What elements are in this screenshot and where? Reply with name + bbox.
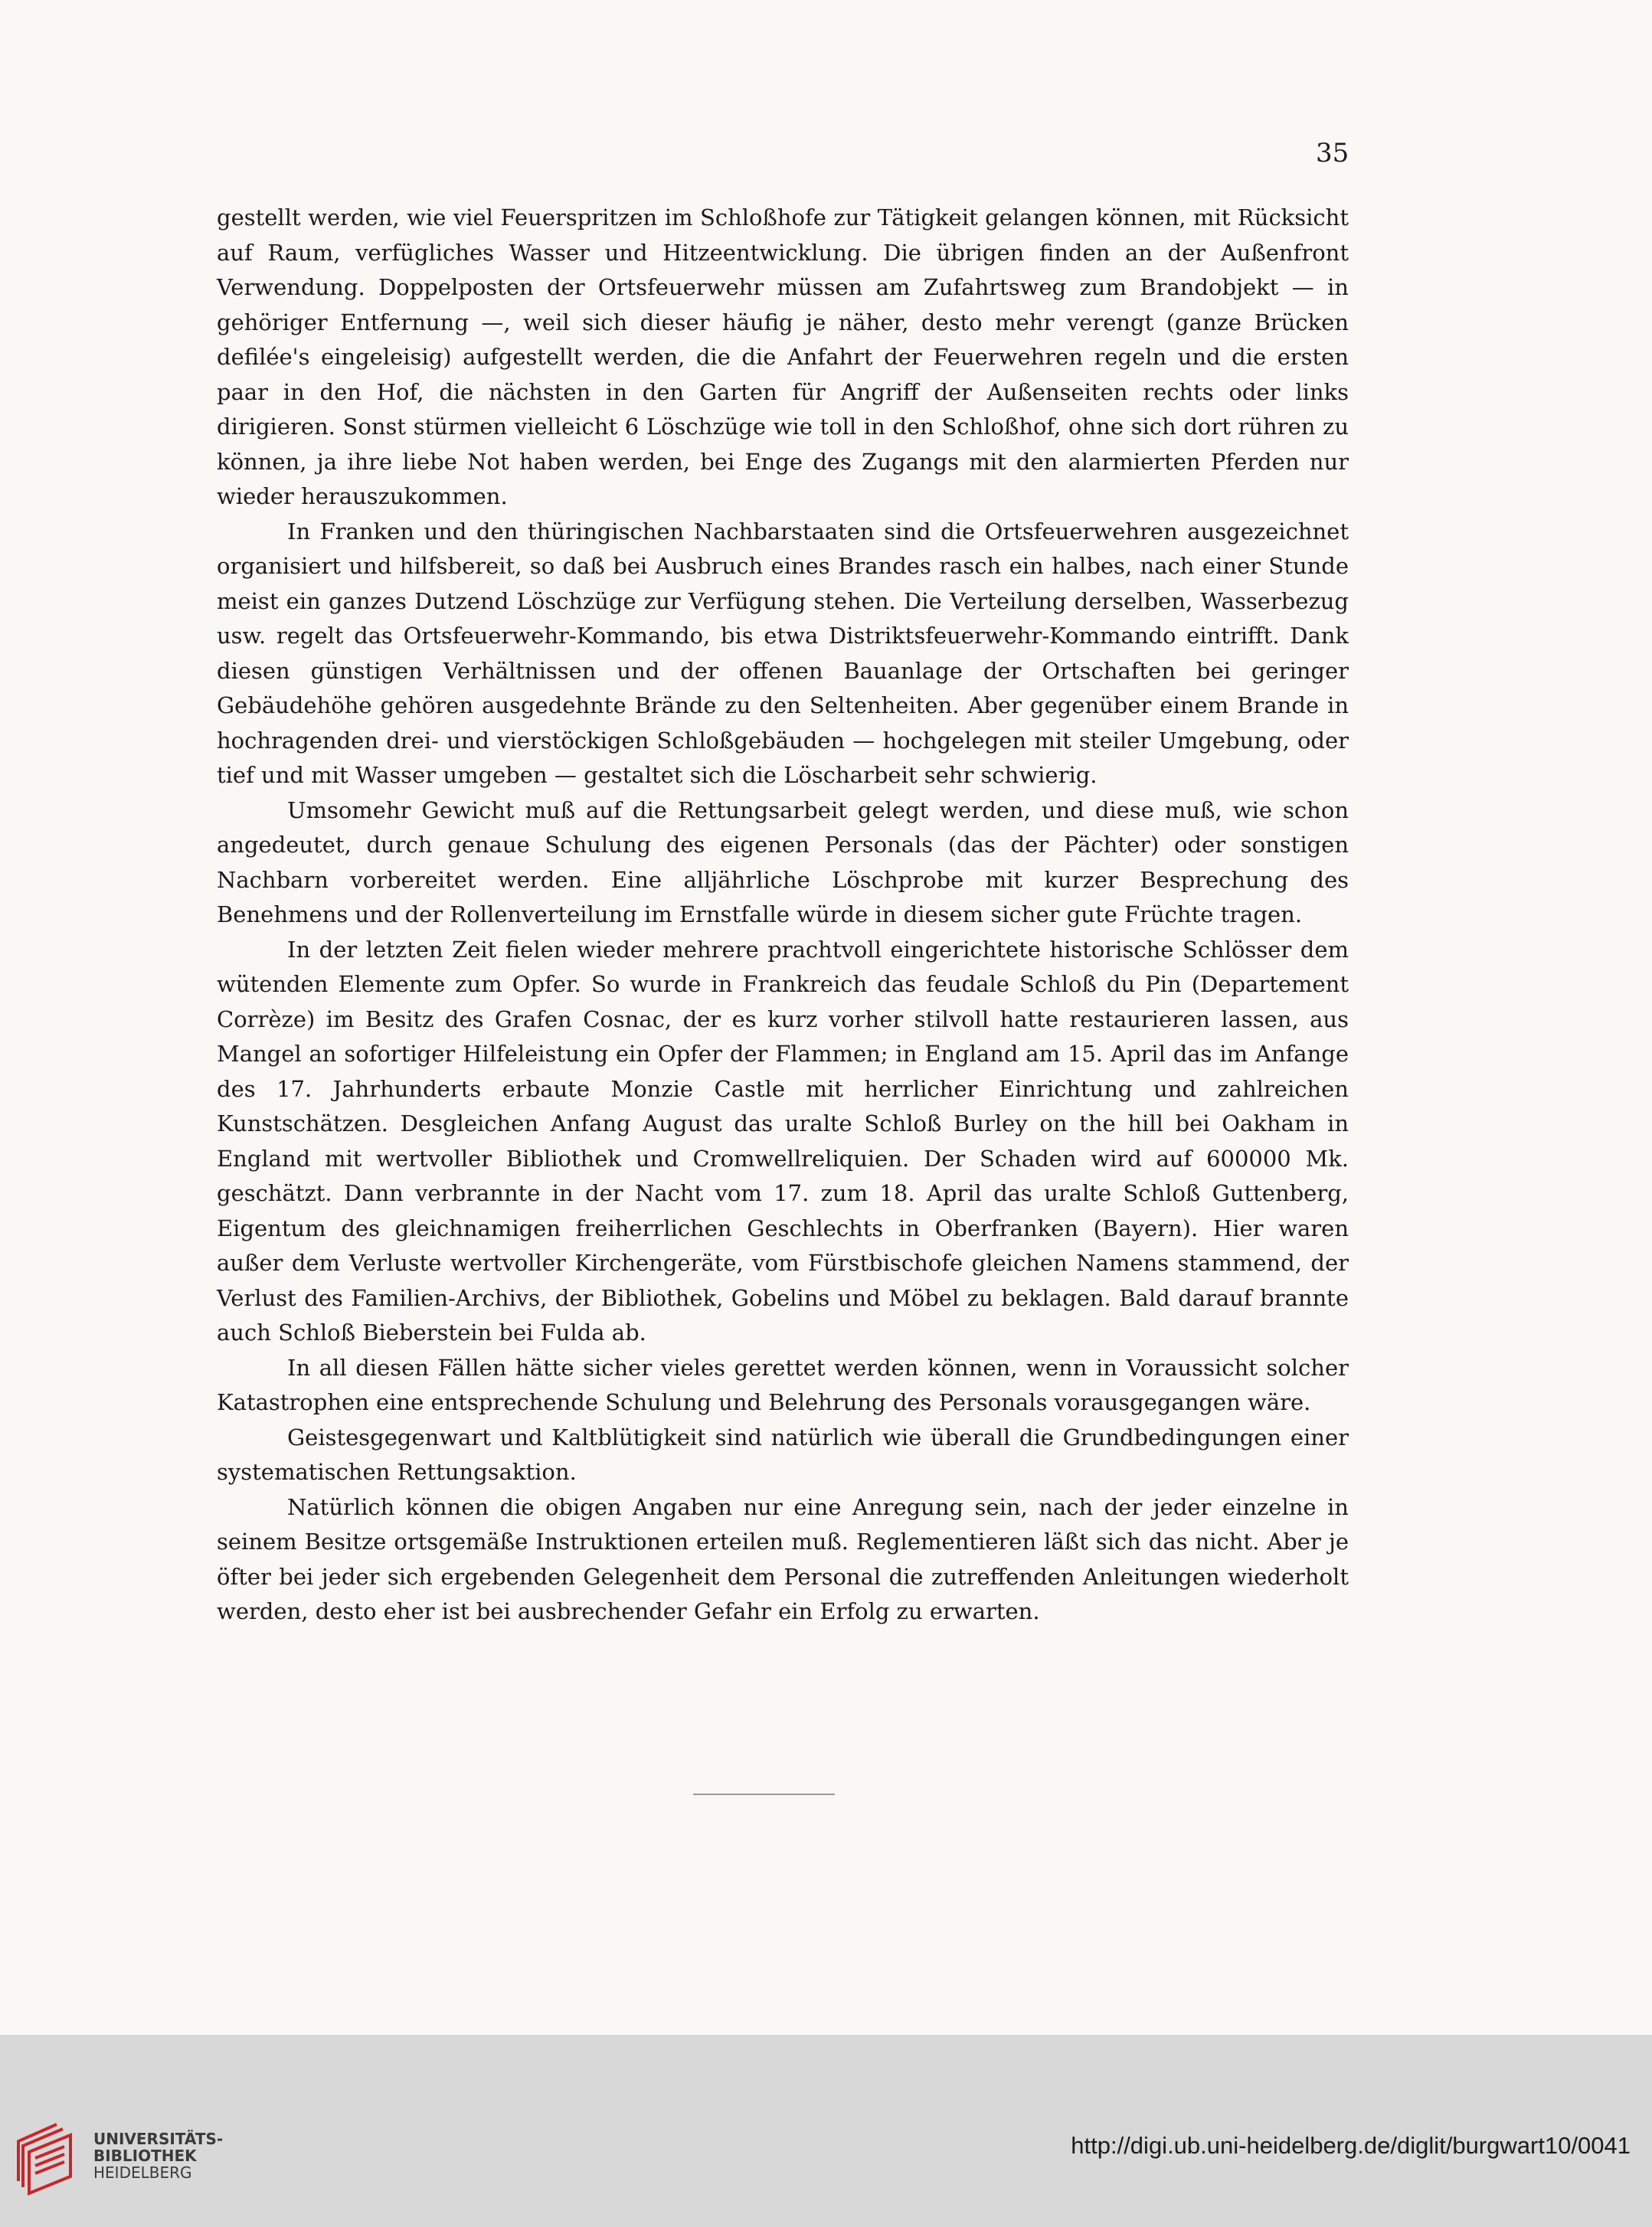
library-name-line-2: BIBLIOTHEK — [93, 2147, 197, 2165]
library-name-line-3: HEIDELBERG — [93, 2163, 192, 2182]
page-number: 35 — [1316, 138, 1349, 168]
paragraph-3: Umsomehr Gewicht muß auf die Rettungsarbeit gelegt werden, und diese muß, wie schon angedeutet, durch genaue Schulung des eigenen Personals (das der Pächter) oder sonstigen Nachbarn vorbereitet werden. Eine alljährliche Löschprobe mit kurzer Besprechung des Benehmens und der Rollenverteilung im Ernstfalle würde in diesem sicher gute Früchte tragen. — [217, 796, 1349, 927]
end-divider — [693, 1794, 835, 1795]
paragraph-4: In der letzten Zeit fielen wieder mehrere prachtvoll eingerichtete historische Schlösser dem wütenden Elemente zum Opfer. So wurde in Frankreich das feudale Schloß du Pin (Departement Corrèze) im Besitz des Grafen Cosnac, der es kurz vorher stilvoll hatte restaurieren lassen, aus Mangel an sofortiger Hilfeleistung ein Opfer der Flammen; in England am 15. April das im Anfange des 17. Jahrhunderts erbaute Monzie Castle mit herrlicher Einrichtung und zahlreichen Kunstschätzen. Desgleichen Anfang August das uralte Schloß Burley on the hill bei Oakham in England mit wertvoller Bibliothek und Cromwellreliquien. Der Schaden wird auf 600000 Mk. geschätzt. Dann verbrannte in der Nacht vom 17. zum 18. April das uralte Schloß Guttenberg, Eigentum des gleichnamigen freiherrlichen Geschlechts in Oberfranken (Bayern). Hier waren außer dem Verluste wertvoller Kirchengeräte, vom Fürstbischofe gleichen Namens stammend, der Verlust des Familien-Archivs, der Bibliothek, Gobelins und Möbel zu beklagen. Bald darauf brannte auch Schloß Bieberstein bei Fulda ab. — [217, 936, 1349, 1346]
university-library-logo-icon — [15, 2120, 84, 2199]
paragraph-5: In all diesen Fällen hätte sicher vieles gerettet werden können, wenn in Voraussicht solcher Katastrophen eine entsprechende Schulung und Belehrung des Personals vorausgegangen wäre. — [217, 1354, 1349, 1415]
footer-bar — [0, 2035, 1652, 2227]
paragraph-2: In Franken und den thüringischen Nachbarstaaten sind die Ortsfeuerwehren ausgezeichnet organisiert und hilfsbereit, so daß bei Ausbruch eines Brandes rasch ein halbes, nach einer Stunde meist ein ganzes Dutzend Löschzüge zur Verfügung stehen. Die Verteilung derselben, Wasserbezug usw. regelt das Ortsfeuerwehr-Kommando, bis etwa Distriktsfeuerwehr-Kommando eintrifft. Dank diesen günstigen Verhältnissen und der offenen Bauanlage der Ortschaften bei geringer Gebäudehöhe gehören ausgedehnte Brände zu den Seltenheiten. Aber gegenüber einem Brande in hochragenden drei- und vierstöckigen Schloßgebäuden — hochgelegen mit steiler Umgebung, oder tief und mit Wasser umgeben — gestaltet sich die Löscharbeit sehr schwierig. — [217, 518, 1349, 788]
body-text — [217, 201, 1349, 1630]
paragraph-1: gestellt werden, wie viel Feuerspritzen im Schloßhofe zur Tätigkeit gelangen können, mit Rücksicht auf Raum, verfügliches Wasser und Hitzeentwicklung. Die übrigen finden an der Außenfront Verwendung. Doppelposten der Ortsfeuerwehr müssen am Zufahrtsweg zum Brandobjekt — in gehöriger Entfernung —, weil sich dieser häufig je näher, desto mehr verengt (ganze Brücken defilée's eingeleisig) aufgestellt werden, die die Anfahrt der Feuerwehren regeln und die ersten paar in den Hof, die nächsten in den Garten für Angriff der Außenseiten rechts oder links dirigieren. Sonst stürmen vielleicht 6 Löschzüge wie toll in den Schloßhof, ohne sich dort rühren zu können, ja ihre liebe Not haben werden, bei Enge des Zugangs mit den alarmierten Pferden nur wieder herauszukommen. — [217, 204, 1349, 509]
source-url-link[interactable]: http://digi.ub.uni-heidelberg.de/diglit/burgwart10/0041 — [1071, 2132, 1631, 2159]
paragraph-7: Natürlich können die obigen Angaben nur eine Anregung sein, nach der jeder einzelne in seinem Besitze ortsgemäße Instruktionen erteilen muß. Reglementieren läßt sich das nicht. Aber je öfter bei jeder sich ergebenden Gelegenheit dem Personal die zutreffenden Anleitungen wiederholt werden, desto eher ist bei ausbrechender Gefahr ein Erfolg zu erwarten. — [217, 1493, 1349, 1624]
paragraph-6: Geistesgegenwart und Kaltblütigkeit sind natürlich wie überall die Grundbedingungen einer systematischen Rettungsaktion. — [217, 1424, 1349, 1485]
library-name — [93, 2131, 223, 2181]
library-name-line-1: UNIVERSITÄTS- — [93, 2130, 224, 2148]
